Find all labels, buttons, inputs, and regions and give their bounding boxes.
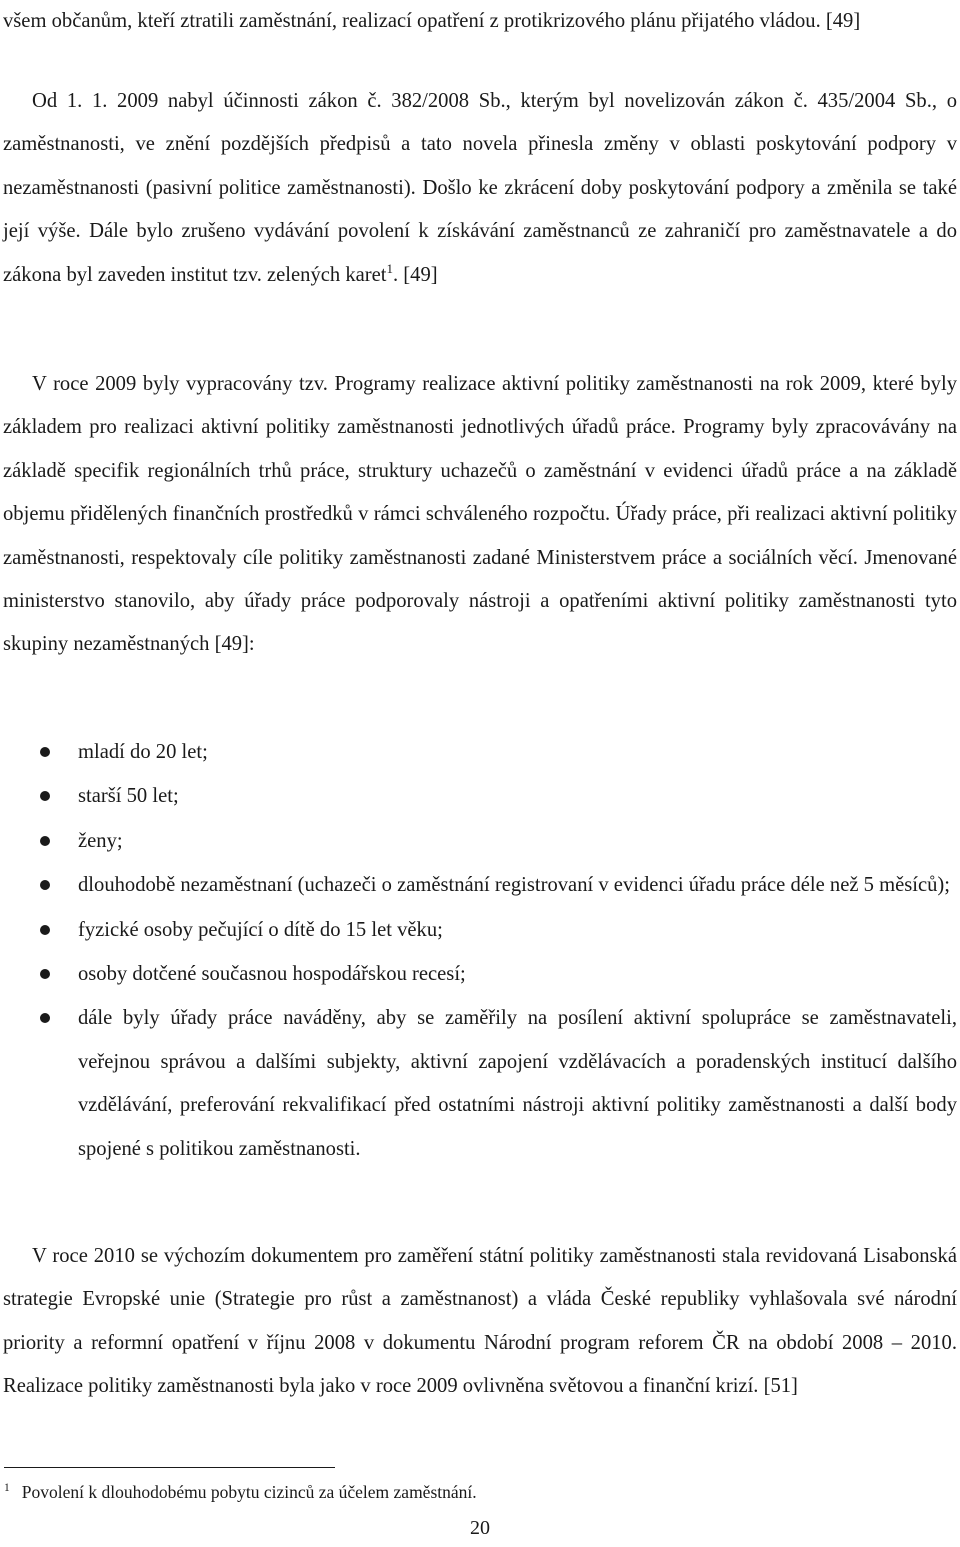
bullet-icon [40,880,50,890]
list-item [0,997,960,1171]
list-item-text: dále byly úřady práce naváděny, aby se zaměřily na posílení aktivní spolupráce se zaměstnavateli, veřejnou správou a dalšími subjekty, aktivní zapojení vzdělávacích a poradenských institucí dalšího vzdělávání, preferování rekvalifikací před ostatními nástroji aktivní politiky zaměstnanosti a další body spojené s politikou zaměstnanosti. [78,1007,957,1160]
paragraph-text: všem občanům, kteří ztratili zaměstnání, realizací opatření z protikrizového plánu přijatého vládou. [49] [3,10,861,32]
paragraph-law-amendment [3,80,957,297]
paragraph-text: V roce 2010 se výchozím dokumentem pro zaměření státní politiky zaměstnanosti stala revidovaná Lisabonská strategie Evropské unie (Strategie pro růst a zaměstnanost) a vláda České republiky vyhlašovala své národní priority a reformní opatření v říjnu 2008 v dokumentu Národní program reforem ČR na období 2008 – 2010. Realizace politiky zaměstnanosti byla jako v roce 2009 ovlivněna světovou a finanční krizí. [51] [3,1245,957,1398]
list-item [0,864,960,907]
bullet-icon [40,747,50,757]
bullet-icon [40,1013,50,1023]
page-number: 20 [470,1517,490,1539]
list-item [0,731,960,774]
list-item [0,820,960,863]
paragraph-intro-continuation [3,0,957,43]
footnote-divider [4,1467,335,1468]
paragraph-text: V roce 2009 byly vypracovány tzv. Programy realizace aktivní politiky zaměstnanosti na rok 2009, které byly základem pro realizaci aktivní politiky zaměstnanosti jednotlivých úřadů práce. Programy byly zpracovávány na základě specifik regionálních trhů práce, struktury uchazečů o zaměstnání v evidenci úřadů práce a na základě objemu přidělených finančních prostředků v rámci schváleného rozpočtu. Úřady práce, při realizaci aktivní politiky zaměstnanosti, respektovaly cíle politiky zaměstnanosti zadané Ministerstvem práce a sociálních věcí. Jmenované ministerstvo stanovilo, aby úřady práce podporovaly nástroji a opatřeními aktivní politiky zaměstnanosti tyto skupiny nezaměstnaných [49]: [3,373,957,656]
list-item [0,775,960,818]
footnote [4,1480,904,1504]
list-item [0,909,960,952]
list-item-text: ženy; [78,829,123,852]
list-item-text: starší 50 let; [78,785,179,808]
list-item-text: dlouhodobě nezaměstnaní (uchazeči o zaměstnání registrovaní v evidenci úřadu práce déle než 5 měsíců); [78,874,951,897]
list-item-text: osoby dotčené současnou hospodářskou recesí; [78,963,466,986]
paragraph-programs-2009 [3,363,957,667]
bullet-icon [40,925,50,935]
paragraph-text-tail: . [49] [393,263,438,286]
paragraph-policy-2010 [3,1235,957,1409]
bullet-icon [40,791,50,801]
target-groups-list [0,731,960,1172]
list-item [0,953,960,996]
list-item-text: mladí do 20 let; [78,741,208,763]
footnote-marker: 1 [4,1482,10,1494]
paragraph-text: Od 1. 1. 2009 nabyl účinnosti zákon č. 382/2008 Sb., kterým byl novelizován zákon č. 435/2004 Sb., o zaměstnanosti, ve znění pozdějších předpisů a tato novela přinesla změny v oblasti poskytování podpory v nezaměstnanosti (pasivní politice zaměstnanosti). Došlo ke zkrácení doby poskytování podpory a změnila se také její výše. Dále bylo zrušeno vydávání povolení k získávání zaměstnanců ze zahraničí pro zaměstnavatele a do zákona byl zaveden institut tzv. zelených karet [3,90,957,286]
bullet-icon [40,969,50,979]
footnote-reference[interactable]: 1 [386,260,393,276]
list-item-text: fyzické osoby pečující o dítě do 15 let věku; [78,918,443,941]
footnote-text: Povolení k dlouhodobému pobytu cizinců za účelem zaměstnání. [21,1482,477,1502]
bullet-icon [40,836,50,846]
